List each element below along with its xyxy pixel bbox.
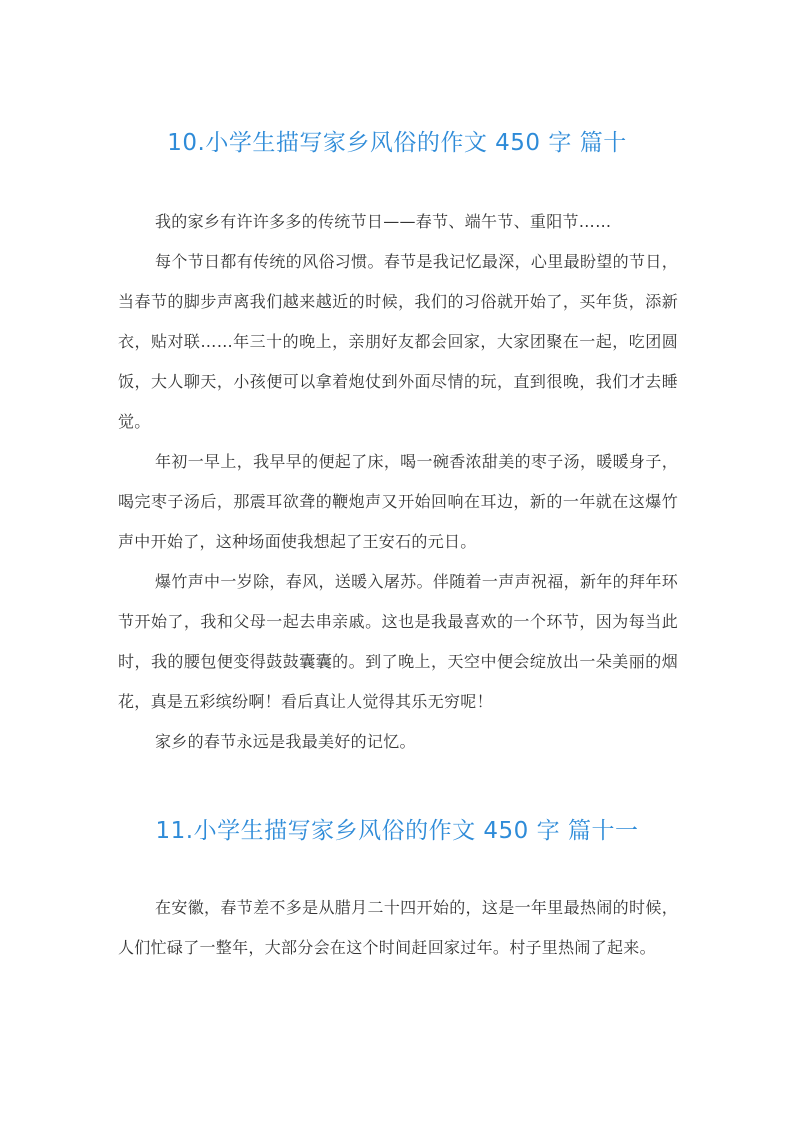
section-body (118, 888, 678, 968)
paragraph: 每个节日都有传统的风俗习惯。春节是我记忆最深，心里最盼望的节日，当春节的脚步声离我们越来越近的时候，我们的习俗就开始了，买年货，添新衣，贴对联……年三十的晚上，亲朋好友都会回家，大家团聚在一起，吃团圆饭，大人聊天，小孩便可以拿着炮仗到外面尽情的玩，直到很晚，我们才去睡觉。 (118, 252, 678, 431)
paragraph: 年初一早上，我早早的便起了床，喝一碗香浓甜美的枣子汤，暖暖身子，喝完枣子汤后，那震耳欲聋的鞭炮声又开始回响在耳边，新的一年就在这爆竹声中开始了，这种场面使我想起了王安石的元日。 (118, 452, 678, 551)
paragraph: 我的家乡有许许多多的传统节日——春节、端午节、重阳节…… (155, 212, 612, 231)
paragraph: 爆竹声中一岁除，春风，送暖入屠苏。伴随着一声声祝福，新年的拜年环节开始了，我和父母一起去串亲戚。这也是我最喜欢的一个环节，因为每当此时，我的腰包便变得鼓鼓囊囊的。到了晚上，天空中便会绽放出一朵美丽的烟花，真是五彩缤纷啊！看后真让人觉得其乐无穷呢！ (118, 572, 678, 711)
section-title: 11.小学生描写家乡风俗的作文 450 字 篇十一 (155, 818, 639, 844)
section-body (118, 202, 678, 762)
paragraph: 在安徽，春节差不多是从腊月二十四开始的，这是一年里最热闹的时候，人们忙碌了一整年，大部分会在这个时间赶回家过年。村子里热闹了起来。 (118, 898, 678, 957)
paragraph: 家乡的春节永远是我最美好的记忆。 (155, 732, 416, 751)
section-title: 10.小学生描写家乡风俗的作文 450 字 篇十 (167, 130, 627, 156)
